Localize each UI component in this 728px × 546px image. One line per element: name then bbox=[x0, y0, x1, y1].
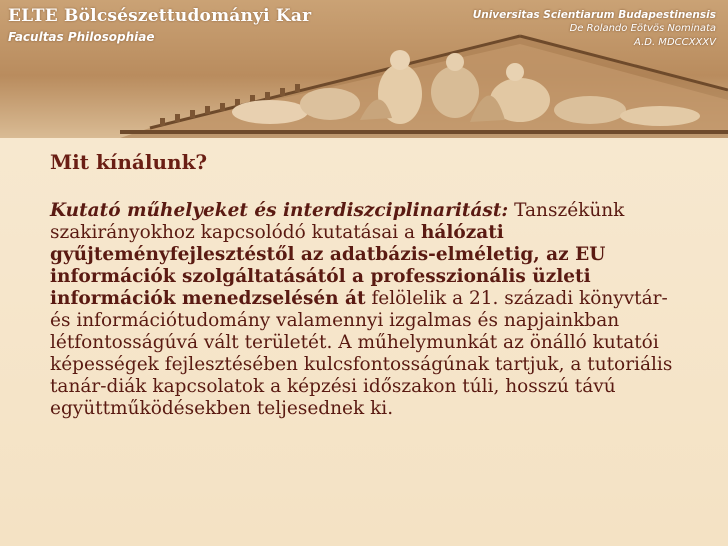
university-name: Universitas Scientiarum Budapestinensis bbox=[472, 9, 716, 21]
university-motto bbox=[473, 8, 716, 50]
lead-phrase: Kutató műhelyeket és interdiszciplinaritást: bbox=[50, 200, 509, 221]
faculty-subtitle: Facultas Philosophiae bbox=[8, 30, 155, 44]
founding-year: A.D. MDCCXXXV bbox=[634, 37, 716, 48]
header-banner bbox=[0, 0, 728, 138]
university-dedication: De Rolando Eötvös Nominata bbox=[569, 23, 716, 34]
body-text-2: felölelik a 21. századi könyvtár- és információtudomány valamennyi izgalmas és napjainkban létfontosságúvá vált területét. A műhelymunkát az önálló kutatói képességek fejlesztésében kulcsfontosságúnak tartjuk, a tutoriális tanár-diák kapcsolatok a képzési időszakon túli, hosszú távú együttműködésekben teljesednek ki. bbox=[50, 288, 673, 419]
body-paragraph bbox=[50, 200, 690, 420]
body-text-1: Tanszékünk szakirányokhoz kapcsolódó kutatásai a bbox=[50, 200, 625, 243]
highlighted-text: hálózati gyűjteményfejlesztéstől az adatbázis-elméletig, az EU információk szolgáltatásától a professzionális üzleti információk menedzselésén át bbox=[50, 222, 606, 309]
faculty-title: ELTE Bölcsészettudományi Kar bbox=[8, 6, 312, 26]
slide-content bbox=[50, 150, 690, 420]
slide-heading: Mit kínálunk? bbox=[50, 150, 208, 174]
